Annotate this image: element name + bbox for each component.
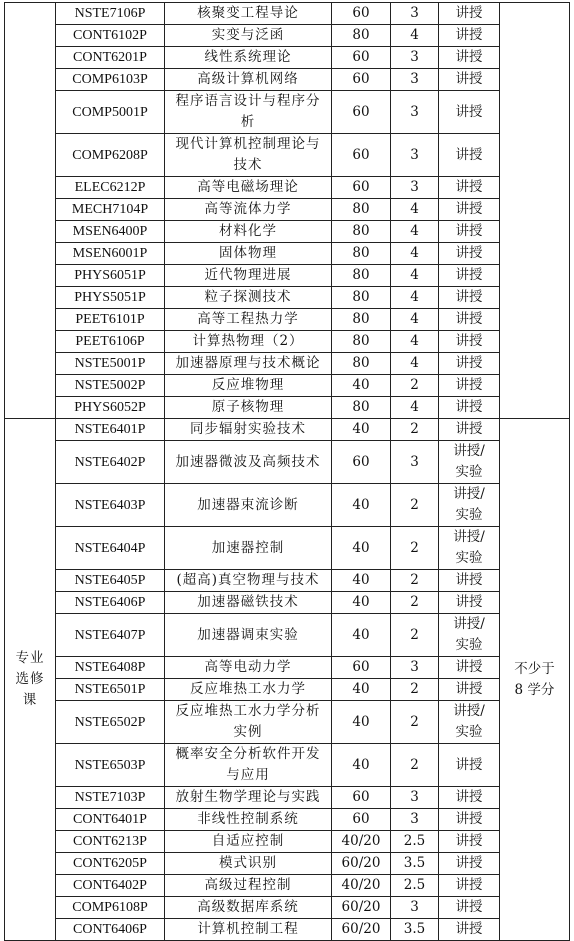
course-name: 反应堆热工水力学分析 实例 xyxy=(165,701,332,744)
teaching-method: 讲授 xyxy=(439,809,500,831)
course-name: 概率安全分析软件开发 与应用 xyxy=(165,744,332,787)
table-row xyxy=(5,679,570,701)
category-cell: 专业 选修 课 xyxy=(5,419,56,941)
course-code: NSTE5001P xyxy=(56,353,165,375)
course-name: 高等电动力学 xyxy=(165,657,332,679)
course-code: NSTE6503P xyxy=(56,744,165,787)
course-hours: 60 xyxy=(332,69,391,91)
teaching-method: 讲授 xyxy=(439,69,500,91)
table-row xyxy=(5,614,570,657)
course-name: 非线性控制系统 xyxy=(165,809,332,831)
course-credits: 4 xyxy=(391,243,439,265)
teaching-method: 讲授 xyxy=(439,91,500,134)
teaching-method: 讲授 xyxy=(439,875,500,897)
course-hours: 40 xyxy=(332,527,391,570)
course-credits: 2.5 xyxy=(391,875,439,897)
course-credits: 2 xyxy=(391,419,439,441)
teaching-method: 讲授 xyxy=(439,831,500,853)
category-cell-blank xyxy=(5,3,56,419)
course-credits: 4 xyxy=(391,25,439,47)
course-code: MECH7104P xyxy=(56,199,165,221)
course-hours: 80 xyxy=(332,265,391,287)
course-hours: 80 xyxy=(332,397,391,419)
teaching-method: 讲授 xyxy=(439,221,500,243)
course-credits: 3 xyxy=(391,3,439,25)
teaching-method: 讲授/ 实验 xyxy=(439,614,500,657)
course-hours: 60 xyxy=(332,787,391,809)
teaching-method: 讲授 xyxy=(439,243,500,265)
course-hours: 60/20 xyxy=(332,853,391,875)
course-code: CONT6205P xyxy=(56,853,165,875)
course-credits: 3 xyxy=(391,69,439,91)
course-hours: 60/20 xyxy=(332,897,391,919)
course-code: PHYS5051P xyxy=(56,287,165,309)
teaching-method: 讲授 xyxy=(439,353,500,375)
course-credits: 2 xyxy=(391,744,439,787)
course-credits: 4 xyxy=(391,331,439,353)
course-table xyxy=(4,2,570,941)
course-hours: 60 xyxy=(332,91,391,134)
course-code: NSTE6404P xyxy=(56,527,165,570)
course-hours: 40 xyxy=(332,614,391,657)
course-credits: 2 xyxy=(391,375,439,397)
table-row xyxy=(5,592,570,614)
course-hours: 60 xyxy=(332,657,391,679)
course-hours: 40 xyxy=(332,744,391,787)
course-name: 自适应控制 xyxy=(165,831,332,853)
course-name: 材料化学 xyxy=(165,221,332,243)
course-name: 计算热物理（2） xyxy=(165,331,332,353)
course-code: COMP6208P xyxy=(56,134,165,177)
table-row xyxy=(5,177,570,199)
course-credits: 3 xyxy=(391,441,439,484)
course-code: MSEN6001P xyxy=(56,243,165,265)
course-code: NSTE6501P xyxy=(56,679,165,701)
course-code: NSTE5002P xyxy=(56,375,165,397)
course-credits: 3 xyxy=(391,134,439,177)
table-row xyxy=(5,199,570,221)
teaching-method: 讲授 xyxy=(439,134,500,177)
course-code: PEET6101P xyxy=(56,309,165,331)
course-name: 实变与泛函 xyxy=(165,25,332,47)
course-name: 高级数据库系统 xyxy=(165,897,332,919)
course-name: 高等流体力学 xyxy=(165,199,332,221)
course-name: 加速器原理与技术概论 xyxy=(165,353,332,375)
course-credits: 4 xyxy=(391,353,439,375)
course-name: 近代物理进展 xyxy=(165,265,332,287)
table-row xyxy=(5,570,570,592)
course-credits: 3.5 xyxy=(391,919,439,941)
teaching-method: 讲授 xyxy=(439,25,500,47)
course-hours: 80 xyxy=(332,25,391,47)
course-code: CONT6401P xyxy=(56,809,165,831)
course-code: NSTE6408P xyxy=(56,657,165,679)
teaching-method: 讲授 xyxy=(439,787,500,809)
table-row xyxy=(5,265,570,287)
course-credits: 4 xyxy=(391,199,439,221)
table-row xyxy=(5,809,570,831)
course-code: CONT6201P xyxy=(56,47,165,69)
table-row xyxy=(5,484,570,527)
teaching-method: 讲授 xyxy=(439,177,500,199)
course-hours: 60 xyxy=(332,809,391,831)
course-credits: 3 xyxy=(391,809,439,831)
table-row xyxy=(5,91,570,134)
course-hours: 40 xyxy=(332,592,391,614)
course-name: 加速器磁铁技术 xyxy=(165,592,332,614)
course-name: 模式识别 xyxy=(165,853,332,875)
teaching-method: 讲授/ 实验 xyxy=(439,701,500,744)
teaching-method: 讲授 xyxy=(439,287,500,309)
course-name: 加速器微波及高频技术 xyxy=(165,441,332,484)
course-credits: 2 xyxy=(391,679,439,701)
course-credits: 3 xyxy=(391,47,439,69)
table-row xyxy=(5,221,570,243)
course-name: 现代计算机控制理论与 技术 xyxy=(165,134,332,177)
course-code: PHYS6052P xyxy=(56,397,165,419)
table-row xyxy=(5,287,570,309)
course-hours: 40 xyxy=(332,484,391,527)
course-name: 同步辐射实验技术 xyxy=(165,419,332,441)
course-name: 反应堆物理 xyxy=(165,375,332,397)
course-hours: 80 xyxy=(332,243,391,265)
teaching-method: 讲授 xyxy=(439,657,500,679)
course-code: CONT6406P xyxy=(56,919,165,941)
course-credits: 3 xyxy=(391,91,439,134)
table-row xyxy=(5,744,570,787)
course-credits: 3 xyxy=(391,657,439,679)
table-row xyxy=(5,831,570,853)
teaching-method: 讲授 xyxy=(439,679,500,701)
course-hours: 60 xyxy=(332,441,391,484)
table-row xyxy=(5,309,570,331)
course-hours: 80 xyxy=(332,309,391,331)
course-credits: 2 xyxy=(391,484,439,527)
course-name: 高等电磁场理论 xyxy=(165,177,332,199)
course-hours: 40 xyxy=(332,701,391,744)
course-credits: 3 xyxy=(391,897,439,919)
teaching-method: 讲授/ 实验 xyxy=(439,527,500,570)
table-row xyxy=(5,375,570,397)
course-credits: 2 xyxy=(391,592,439,614)
table-row xyxy=(5,527,570,570)
table-row xyxy=(5,69,570,91)
course-code: NSTE6502P xyxy=(56,701,165,744)
course-code: PHYS6051P xyxy=(56,265,165,287)
course-hours: 60 xyxy=(332,177,391,199)
teaching-method: 讲授 xyxy=(439,570,500,592)
table-row xyxy=(5,897,570,919)
course-credits: 2.5 xyxy=(391,831,439,853)
teaching-method: 讲授 xyxy=(439,47,500,69)
course-hours: 40 xyxy=(332,679,391,701)
course-code: NSTE7103P xyxy=(56,787,165,809)
table-row xyxy=(5,47,570,69)
teaching-method: 讲授 xyxy=(439,592,500,614)
course-hours: 60 xyxy=(332,47,391,69)
course-hours: 60/20 xyxy=(332,919,391,941)
teaching-method: 讲授 xyxy=(439,375,500,397)
course-name: 计算机控制工程 xyxy=(165,919,332,941)
table-row xyxy=(5,25,570,47)
course-credits: 2 xyxy=(391,701,439,744)
teaching-method: 讲授 xyxy=(439,397,500,419)
table-row xyxy=(5,419,570,441)
course-name: 反应堆热工水力学 xyxy=(165,679,332,701)
table-row xyxy=(5,701,570,744)
course-hours: 40/20 xyxy=(332,831,391,853)
course-name: 固体物理 xyxy=(165,243,332,265)
course-hours: 40 xyxy=(332,570,391,592)
course-code: NSTE6401P xyxy=(56,419,165,441)
teaching-method: 讲授 xyxy=(439,744,500,787)
table-row xyxy=(5,3,570,25)
course-credits: 4 xyxy=(391,309,439,331)
teaching-method: 讲授 xyxy=(439,897,500,919)
course-hours: 40 xyxy=(332,375,391,397)
table-row xyxy=(5,134,570,177)
table-row xyxy=(5,331,570,353)
course-code: ELEC6212P xyxy=(56,177,165,199)
requirement-cell-blank xyxy=(500,3,570,419)
course-name: 加速器调束实验 xyxy=(165,614,332,657)
teaching-method: 讲授/ 实验 xyxy=(439,484,500,527)
course-code: NSTE6407P xyxy=(56,614,165,657)
table-row xyxy=(5,853,570,875)
table-row xyxy=(5,397,570,419)
course-name: 放射生物学理论与实践 xyxy=(165,787,332,809)
course-name: 粒子探测技术 xyxy=(165,287,332,309)
course-hours: 80 xyxy=(332,199,391,221)
course-name: (超高)真空物理与技术 xyxy=(165,570,332,592)
course-code: NSTE6406P xyxy=(56,592,165,614)
course-hours: 40 xyxy=(332,419,391,441)
teaching-method: 讲授 xyxy=(439,265,500,287)
course-name: 加速器控制 xyxy=(165,527,332,570)
course-credits: 4 xyxy=(391,265,439,287)
course-code: CONT6213P xyxy=(56,831,165,853)
course-code: NSTE6402P xyxy=(56,441,165,484)
teaching-method: 讲授 xyxy=(439,419,500,441)
course-code: NSTE6405P xyxy=(56,570,165,592)
course-hours: 80 xyxy=(332,331,391,353)
course-credits: 4 xyxy=(391,287,439,309)
course-name: 原子核物理 xyxy=(165,397,332,419)
table-row xyxy=(5,657,570,679)
teaching-method: 讲授 xyxy=(439,853,500,875)
course-code: CONT6102P xyxy=(56,25,165,47)
teaching-method: 讲授 xyxy=(439,919,500,941)
table-row xyxy=(5,353,570,375)
course-hours: 80 xyxy=(332,353,391,375)
course-code: CONT6402P xyxy=(56,875,165,897)
requirement-cell: 不少于 8 学分 xyxy=(500,419,570,941)
teaching-method: 讲授 xyxy=(439,309,500,331)
course-name: 高等工程热力学 xyxy=(165,309,332,331)
course-credits: 4 xyxy=(391,397,439,419)
course-code: NSTE7106P xyxy=(56,3,165,25)
course-name: 高级过程控制 xyxy=(165,875,332,897)
course-credits: 3 xyxy=(391,787,439,809)
course-name: 线性系统理论 xyxy=(165,47,332,69)
table-body xyxy=(5,3,570,941)
table-row xyxy=(5,787,570,809)
table-row xyxy=(5,441,570,484)
course-credits: 4 xyxy=(391,221,439,243)
course-hours: 80 xyxy=(332,221,391,243)
course-hours: 40/20 xyxy=(332,875,391,897)
teaching-method: 讲授/ 实验 xyxy=(439,441,500,484)
course-credits: 2 xyxy=(391,614,439,657)
course-code: PEET6106P xyxy=(56,331,165,353)
course-name: 高级计算机网络 xyxy=(165,69,332,91)
course-credits: 2 xyxy=(391,570,439,592)
course-code: COMP5001P xyxy=(56,91,165,134)
table-row xyxy=(5,243,570,265)
course-name: 程序语言设计与程序分 析 xyxy=(165,91,332,134)
course-name: 核聚变工程导论 xyxy=(165,3,332,25)
course-name: 加速器束流诊断 xyxy=(165,484,332,527)
course-code: MSEN6400P xyxy=(56,221,165,243)
table-row xyxy=(5,875,570,897)
teaching-method: 讲授 xyxy=(439,199,500,221)
course-code: COMP6103P xyxy=(56,69,165,91)
course-credits: 3.5 xyxy=(391,853,439,875)
table-row xyxy=(5,919,570,941)
course-code: COMP6108P xyxy=(56,897,165,919)
course-code: NSTE6403P xyxy=(56,484,165,527)
course-credits: 2 xyxy=(391,527,439,570)
teaching-method: 讲授 xyxy=(439,331,500,353)
course-hours: 60 xyxy=(332,134,391,177)
teaching-method: 讲授 xyxy=(439,3,500,25)
course-hours: 60 xyxy=(332,3,391,25)
course-credits: 3 xyxy=(391,177,439,199)
course-hours: 80 xyxy=(332,287,391,309)
